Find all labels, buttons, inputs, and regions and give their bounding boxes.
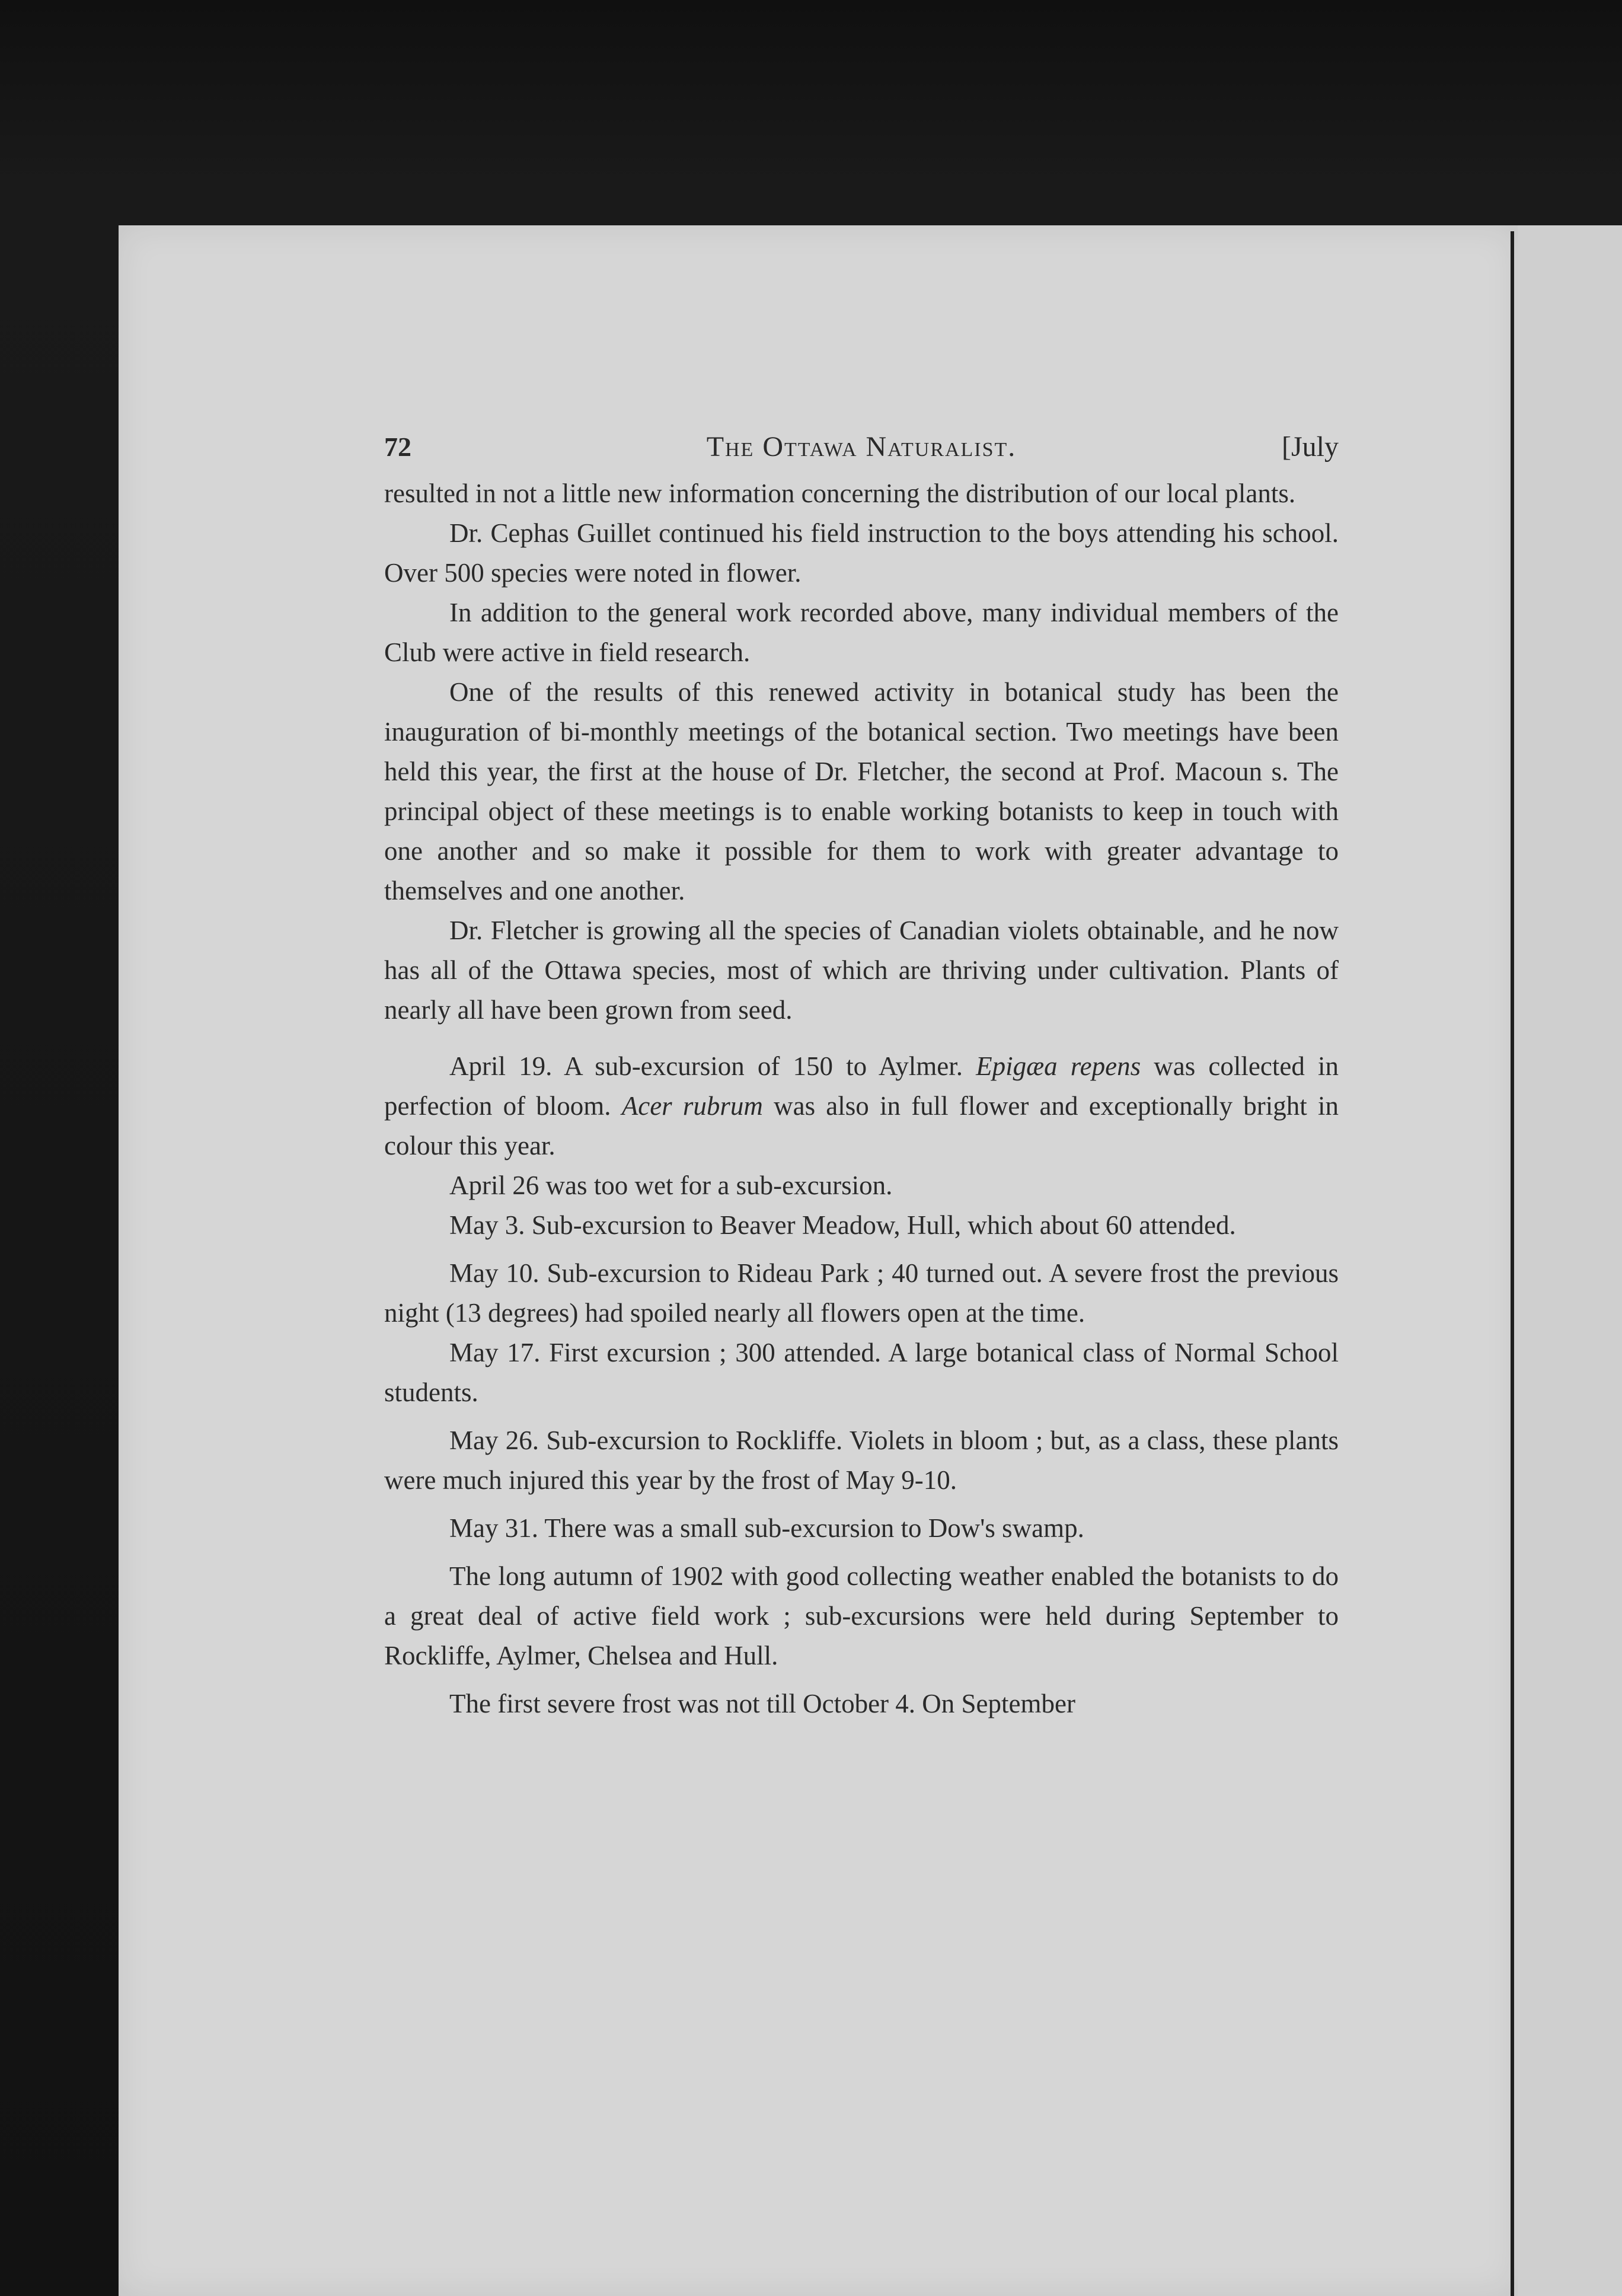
paragraph-guillet: Dr. Cephas Guillet continued his field instruction to the boys attending his school. Over 500 species were noted in flower. [384,518,1339,588]
running-header [384,427,1339,467]
paragraph-continuation: resulted in not a little new information concerning the distribution of our local plants. [384,479,1296,508]
paragraph-botanical-meetings: One of the results of this renewed activity in botanical study has been the inauguration of bi-monthly meetings of the botanical section. Two meetings have been held this year, the first at the house of Dr. Fletcher, the second at Prof. Macoun s. The principal object of these meetings is to enable working botanists to keep in touch with one another and so make it possible for them to work with greater advantage to themselves and one another. [384,677,1339,905]
page-spine-shadow [1511,231,1514,2296]
paragraph-individual-members: In addition to the general work recorded above, many individual members of the Club were active in field research. [384,598,1339,667]
paragraph-may-26: May 26. Sub-excursion to Rockliffe. Violets in bloom ; but, as a class, these plants were much injured this year by the frost of May 9-10. [384,1426,1339,1495]
species-epigaea: Epigæa repens [976,1051,1141,1081]
page-text-block [384,427,1339,1724]
paragraph-may-17: May 17. First excursion ; 300 attended. A large botanical class of Normal School students. [384,1338,1339,1407]
paragraph-april-26: April 26 was too wet for a sub-excursion. [449,1171,893,1200]
paragraph-april-19 [384,1047,1339,1166]
paragraph-may-31: May 31. There was a small sub-excursion to Dow's swamp. [449,1513,1084,1543]
paragraph-first-frost: The first severe frost was not till October 4. On September [449,1689,1075,1718]
page-number: 72 [384,432,411,462]
paragraph-violets: Dr. Fletcher is growing all the species of Canadian violets obtainable, and he now has all of the Ottawa species, most of which are thriving under cultivation. Plants of nearly all have been grown from seed. [384,916,1339,1025]
april-19-text-c: was also in full flower and exceptionally bright in colour this year. [384,1091,1339,1160]
paragraph-autumn-1902: The long autumn of 1902 with good collecting weather enabled the botanists to do a great deal of active field work ; sub-excursions were held during September to Rockliffe, Aylmer, Chelsea and Hull. [384,1561,1339,1670]
paragraph-may-3: May 3. Sub-excursion to Beaver Meadow, Hull, which about 60 attended. [449,1210,1236,1240]
paragraph-may-10: May 10. Sub-excursion to Rideau Park ; 40 turned out. A severe frost the previous night (13 degrees) had spoiled nearly all flowers open at the time. [384,1258,1339,1328]
april-19-text-b: was collected in perfection of bloom. [384,1051,1339,1121]
species-acer: Acer rubrum [621,1091,763,1121]
issue-month: [July [1282,431,1339,463]
journal-title: The Ottawa Naturalist. [706,431,1017,463]
facing-page-edge [1518,225,1622,2296]
april-19-text-a: April 19. A sub-excursion of 150 to Aylmer. [449,1051,976,1081]
